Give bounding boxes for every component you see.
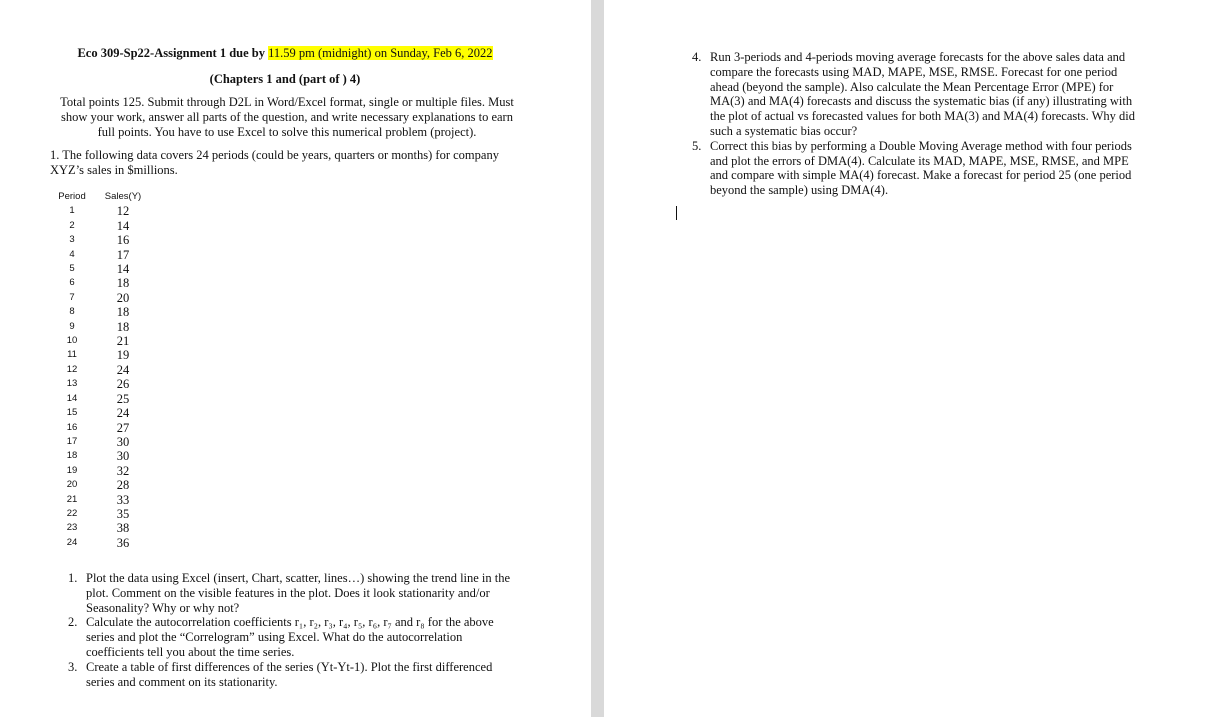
table-row xyxy=(52,464,154,478)
sales-cell: 33 xyxy=(116,492,130,507)
table-row xyxy=(52,392,154,406)
assignment-title xyxy=(0,46,570,61)
sales-cell: 19 xyxy=(116,348,130,363)
question-number: 5. xyxy=(692,138,702,153)
sales-cell: 38 xyxy=(116,521,130,536)
sales-cell: 14 xyxy=(116,218,130,233)
table-row xyxy=(52,305,154,319)
sales-cell: 25 xyxy=(116,391,130,406)
question-list-left xyxy=(68,571,518,689)
question-number: 1. xyxy=(68,571,78,585)
question-text: Calculate the autocorrelation coefficients r₁, r₂, r₃, r₄, r₅, r₆, r₇ and r₈ for the above series and plot the “Correlogram” using Excel. What do the autocorrelation coefficients tell you about the time series. xyxy=(86,615,494,659)
period-cell: 18 xyxy=(66,450,78,462)
table-row xyxy=(52,334,154,348)
sales-header: Sales(Y) xyxy=(104,191,142,202)
period-cell: 7 xyxy=(69,291,75,303)
sales-cell: 28 xyxy=(116,478,130,493)
period-cell: 24 xyxy=(66,536,78,548)
sales-data-table xyxy=(52,190,154,550)
sales-cell: 18 xyxy=(116,305,130,320)
sales-cell: 20 xyxy=(116,290,130,305)
sales-cell: 12 xyxy=(116,204,130,219)
period-cell: 23 xyxy=(66,522,78,534)
period-cell: 12 xyxy=(66,363,78,375)
sales-cell: 27 xyxy=(116,420,130,435)
period-cell: 14 xyxy=(66,392,78,404)
question-number: 3. xyxy=(68,659,78,674)
sales-cell: 24 xyxy=(116,406,130,421)
period-cell: 8 xyxy=(69,306,75,318)
table-row xyxy=(52,435,154,449)
period-cell: 17 xyxy=(66,435,78,447)
period-cell: 9 xyxy=(69,320,75,332)
period-cell: 13 xyxy=(66,378,78,390)
question-item-1 xyxy=(692,139,1142,198)
question-item-1 xyxy=(68,615,518,659)
sales-cell: 32 xyxy=(116,463,130,478)
sales-cell: 18 xyxy=(116,276,130,291)
period-cell: 3 xyxy=(69,234,75,246)
question-1-intro: 1. The following data covers 24 periods (could be years, quarters or months) for company XYZ’s sales in $millions. xyxy=(50,148,499,177)
table-row xyxy=(52,348,154,362)
period-cell: 1 xyxy=(69,205,75,217)
period-cell: 2 xyxy=(69,219,75,231)
table-row xyxy=(52,320,154,334)
table-row xyxy=(52,377,154,391)
sales-cell: 36 xyxy=(116,535,130,550)
question-number: 4. xyxy=(692,50,702,64)
table-row xyxy=(52,449,154,463)
table-row xyxy=(52,363,154,377)
table-header-row xyxy=(52,190,154,204)
period-cell: 5 xyxy=(69,263,75,275)
period-cell: 6 xyxy=(69,277,75,289)
period-cell: 11 xyxy=(67,349,77,361)
deadline-highlight: 11.59 pm (midnight) on Sunday, Feb 6, 2022 xyxy=(268,46,493,60)
period-cell: 16 xyxy=(66,421,78,433)
period-cell: 10 xyxy=(66,335,78,347)
table-row xyxy=(52,521,154,535)
table-row xyxy=(52,248,154,262)
table-row xyxy=(52,219,154,233)
instructions-paragraph: Total points 125. Submit through D2L in Word/Excel format, single or multiple files. Must show your work, answer all parts of the question, and write necessary explanations to earn full points. You have to use Excel to solve this numerical problem (project). xyxy=(60,95,514,139)
text-cursor xyxy=(676,206,677,220)
period-cell: 22 xyxy=(66,507,78,519)
period-header: Period xyxy=(58,191,86,202)
table-row xyxy=(52,507,154,521)
question-number: 2. xyxy=(68,615,78,630)
question-item-2 xyxy=(68,660,518,690)
table-row xyxy=(52,536,154,550)
question-list-right xyxy=(692,50,1142,198)
table-row xyxy=(52,233,154,247)
table-row xyxy=(52,204,154,218)
period-cell: 21 xyxy=(66,493,78,505)
title-prefix: Eco 309-Sp22-Assignment 1 due by xyxy=(77,46,269,60)
question-text: Plot the data using Excel (insert, Chart, scatter, lines…) showing the trend line in the plot. Comment on the visible features in the plot. Does it look stationarity and/or Seasonality? Why or why not? xyxy=(86,571,511,615)
table-row xyxy=(52,478,154,492)
sales-cell: 30 xyxy=(116,434,130,449)
sales-cell: 26 xyxy=(116,377,130,392)
sales-cell: 30 xyxy=(116,449,130,464)
sales-cell: 35 xyxy=(116,506,130,521)
question-text: Create a table of first differences of the series (Yt-Yt-1). Plot the first differenced series and comment on its stationarity. xyxy=(86,659,493,689)
question-text: Correct this bias by performing a Double Moving Average method with four periods and plot the errors of DMA(4). Calculate its MAD, MAPE, MSE, RMSE, and MPE and compare with simple MA(4) forecast. Make a forecast for period 25 (one period beyond the sample) using DMA(4). xyxy=(710,138,1132,198)
chapters-subtitle: (Chapters 1 and (part of ) 4) xyxy=(209,72,361,86)
period-cell: 15 xyxy=(66,407,78,419)
sales-cell: 14 xyxy=(116,262,130,277)
question-item-0 xyxy=(692,50,1142,139)
table-row xyxy=(52,262,154,276)
table-row xyxy=(52,276,154,290)
sales-cell: 21 xyxy=(116,334,130,349)
period-cell: 4 xyxy=(69,248,75,260)
sales-cell: 18 xyxy=(116,319,130,334)
table-row xyxy=(52,421,154,435)
table-row xyxy=(52,493,154,507)
question-text: Run 3-periods and 4-periods moving average forecasts for the above sales data and compare the forecasts using MAD, MAPE, MSE, RMSE. Forecast for one period ahead (beyond the sample). Also calculate the Mean Percentage Error (MPE) for MA(3) and MA(4) forecasts and discuss the systematic bias (if any) illustrating with the plot of actual vs forecasted values for both MA(3) and MA(4) forecasts. Why did such a systematic bias occur? xyxy=(710,50,1135,138)
page-gutter xyxy=(591,0,604,717)
sales-cell: 16 xyxy=(116,233,130,248)
period-cell: 20 xyxy=(66,479,78,491)
question-item-0 xyxy=(68,571,518,615)
table-row xyxy=(52,406,154,420)
period-cell: 19 xyxy=(66,464,78,476)
table-row xyxy=(52,291,154,305)
sales-cell: 17 xyxy=(116,247,130,262)
sales-cell: 24 xyxy=(116,362,130,377)
